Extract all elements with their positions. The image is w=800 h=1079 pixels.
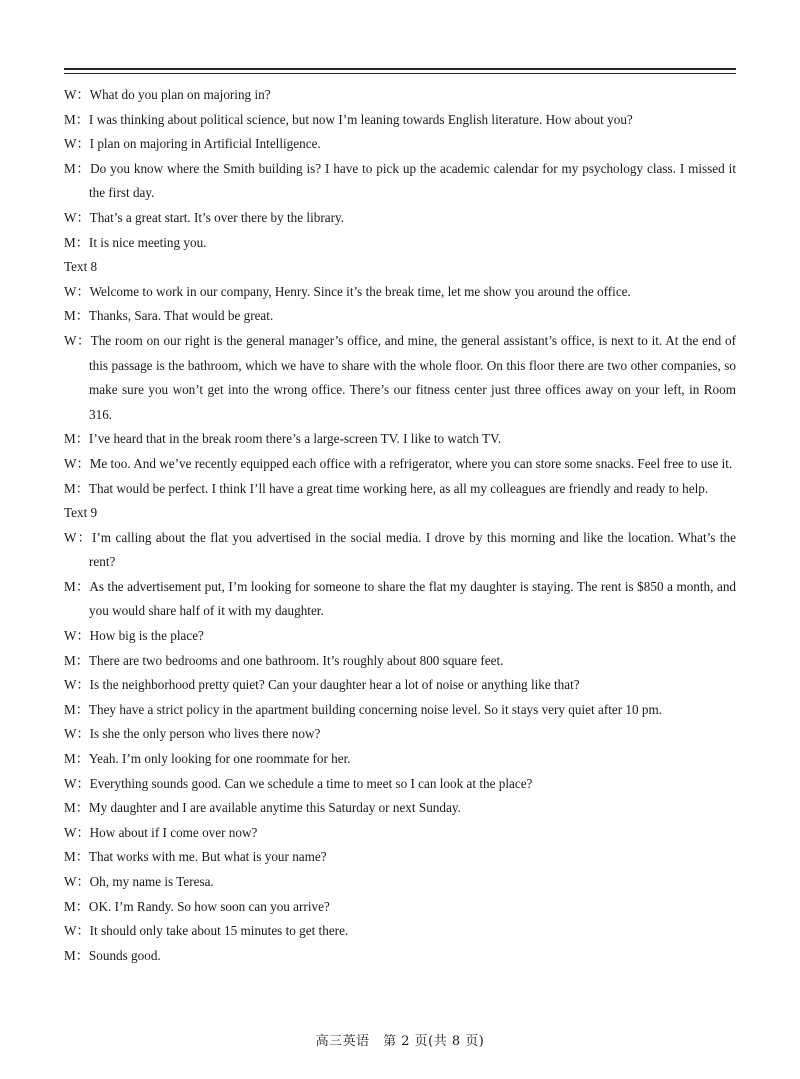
speaker-separator: ： [75, 701, 89, 717]
dialogue-line [64, 132, 736, 157]
speaker-separator: ： [76, 136, 90, 152]
speaker-separator: ： [75, 160, 91, 176]
dialogue-text: Yeah. I’m only looking for one roommate for her. [88, 751, 351, 767]
speaker-label: W [64, 455, 77, 471]
speaker-separator: ： [75, 578, 90, 594]
speaker-label: M [64, 480, 76, 496]
dialogue-text: I’m calling about the flat you advertised in the social media. I drove by this morning and like the location. What’s the rent? [89, 529, 736, 570]
speaker-separator: ： [75, 751, 89, 767]
dialogue-text: How about if I come over now? [89, 824, 258, 840]
dialogue-line [64, 157, 736, 206]
speaker-separator: ： [76, 726, 90, 742]
page-footer: 高三英语 第 2 页(共 8 页) [315, 1034, 485, 1049]
dialogue-line [64, 649, 736, 674]
transcript-body [64, 83, 736, 968]
dialogue-line [64, 796, 736, 821]
speaker-label: W [64, 677, 77, 693]
dialogue-text: It should only take about 15 minutes to get there. [89, 923, 349, 939]
speaker-separator: ： [75, 308, 89, 324]
speaker-label: W [64, 529, 77, 545]
speaker-separator: ： [76, 529, 93, 545]
dialogue-line [64, 108, 736, 133]
dialogue-text: They have a strict policy in the apartment building concerning noise level. So it stays very quiet after 10 pm. [88, 701, 663, 717]
speaker-separator: ： [76, 775, 90, 791]
dialogue-line [64, 895, 736, 920]
speaker-label: W [64, 775, 77, 791]
dialogue-text: As the advertisement put, I’m looking for someone to share the flat my daughter is staying. The rent is $850 a month, and you would share half of it with my daughter. [89, 578, 737, 619]
dialogue-line [64, 845, 736, 870]
speaker-label: M [64, 111, 76, 127]
dialogue-line [64, 821, 736, 846]
speaker-label: M [64, 234, 76, 250]
speaker-label: W [64, 209, 77, 225]
speaker-label: M [64, 652, 76, 668]
dialogue-line [64, 452, 736, 477]
dialogue-line [64, 477, 736, 502]
speaker-separator: ： [75, 234, 89, 250]
dialogue-text: Is she the only person who lives there now? [89, 726, 321, 742]
dialogue-text: Everything sounds good. Can we schedule a time to meet so I can look at the place? [89, 775, 533, 791]
speaker-separator: ： [76, 923, 90, 939]
speaker-label: W [64, 923, 77, 939]
dialogue-text: That would be perfect. I think I’ll have a great time working here, as all my colleagues are friendly and ready to help. [88, 480, 709, 496]
dialogue-text: Sounds good. [88, 947, 161, 963]
dialogue-line [64, 919, 736, 944]
speaker-separator: ： [76, 628, 90, 644]
dialogue-line [64, 624, 736, 649]
dialogue-text: It is nice meeting you. [88, 234, 207, 250]
speaker-label: M [64, 898, 76, 914]
speaker-separator: ： [75, 111, 89, 127]
speaker-label: M [64, 308, 76, 324]
dialogue-line [64, 206, 736, 231]
speaker-separator: ： [76, 87, 90, 102]
speaker-label: M [64, 160, 76, 176]
speaker-separator: ： [76, 824, 90, 840]
speaker-label: M [64, 947, 76, 963]
speaker-label: M [64, 849, 76, 865]
speaker-separator: ： [75, 898, 89, 914]
dialogue-line [64, 427, 736, 452]
dialogue-text: I was thinking about political science, but now I’m leaning towards English literature. How about you? [88, 111, 633, 127]
speaker-separator: ： [76, 209, 90, 225]
speaker-label: W [64, 136, 77, 152]
dialogue-text: Thanks, Sara. That would be great. [88, 308, 274, 324]
section-heading: Text 8 [64, 259, 98, 275]
speaker-separator: ： [76, 874, 90, 889]
section-heading: Text 9 [64, 505, 98, 521]
dialogue-line [64, 673, 736, 698]
dialogue-text: I plan on majoring in Artificial Intelligence. [89, 136, 321, 152]
speaker-label: M [64, 578, 76, 594]
dialogue-text: The room on our right is the general manager’s office, and mine, the general assistant’s office, is next to it. At the end of this passage is the bathroom, which we have to share with the whole floor. On this floor there are two other companies, so make sure you won’t get into the wrong office. There’s our fitness center just three offices away on your left, in Room 316. [89, 332, 736, 422]
dialogue-text: My daughter and I are available anytime this Saturday or next Sunday. [88, 800, 461, 816]
speaker-label: M [64, 800, 76, 816]
dialogue-line [64, 280, 736, 305]
dialogue-text: OK. I’m Randy. So how soon can you arrive? [88, 898, 330, 914]
dialogue-line [64, 231, 736, 256]
dialogue-line [64, 329, 736, 427]
speaker-separator: ： [75, 849, 89, 865]
dialogue-text: What do you plan on majoring in? [89, 87, 271, 102]
dialogue-text: Oh, my name is Teresa. [89, 874, 214, 889]
dialogue-line [64, 747, 736, 772]
header-rule-thin [64, 73, 736, 74]
dialogue-line [64, 772, 736, 797]
speaker-label: M [64, 751, 76, 767]
dialogue-text: There are two bedrooms and one bathroom. It’s roughly about 800 square feet. [88, 652, 504, 668]
speaker-separator: ： [76, 332, 91, 348]
dialogue-line [64, 526, 736, 575]
dialogue-text: How big is the place? [89, 628, 204, 644]
dialogue-text: That’s a great start. It’s over there by the library. [89, 209, 345, 225]
speaker-label: W [64, 874, 77, 889]
speaker-separator: ： [76, 283, 90, 299]
speaker-label: W [64, 283, 77, 299]
speaker-label: W [64, 726, 77, 742]
speaker-separator: ： [75, 800, 89, 816]
dialogue-text: That works with me. But what is your name? [88, 849, 327, 865]
dialogue-text: Me too. And we’ve recently equipped each office with a refrigerator, where you can store some snacks. Feel free to use it. [89, 455, 733, 471]
dialogue-line [64, 870, 736, 895]
dialogue-line [64, 944, 736, 969]
header-rule-thick [64, 68, 736, 70]
dialogue-text: Welcome to work in our company, Henry. Since it’s the break time, let me show you around the office. [89, 283, 631, 299]
speaker-label: M [64, 431, 76, 447]
speaker-label: W [64, 628, 77, 644]
dialogue-line [64, 304, 736, 329]
speaker-label: W [64, 824, 77, 840]
speaker-label: M [64, 701, 76, 717]
speaker-separator: ： [75, 431, 89, 447]
dialogue-line [64, 722, 736, 747]
speaker-separator: ： [75, 947, 89, 963]
dialogue-text: Do you know where the Smith building is? I have to pick up the academic calendar for my psychology class. I missed it the first day. [89, 160, 736, 201]
dialogue-line [64, 698, 736, 723]
speaker-label: W [64, 87, 77, 102]
speaker-separator: ： [76, 677, 90, 693]
dialogue-line [64, 83, 736, 108]
speaker-label: W [64, 332, 77, 348]
dialogue-line [64, 575, 736, 624]
speaker-separator: ： [75, 652, 89, 668]
dialogue-text: I’ve heard that in the break room there’s a large-screen TV. I like to watch TV. [88, 431, 502, 447]
dialogue-text: Is the neighborhood pretty quiet? Can your daughter hear a lot of noise or anything like that? [89, 677, 580, 693]
speaker-separator: ： [75, 480, 89, 496]
speaker-separator: ： [76, 455, 90, 471]
